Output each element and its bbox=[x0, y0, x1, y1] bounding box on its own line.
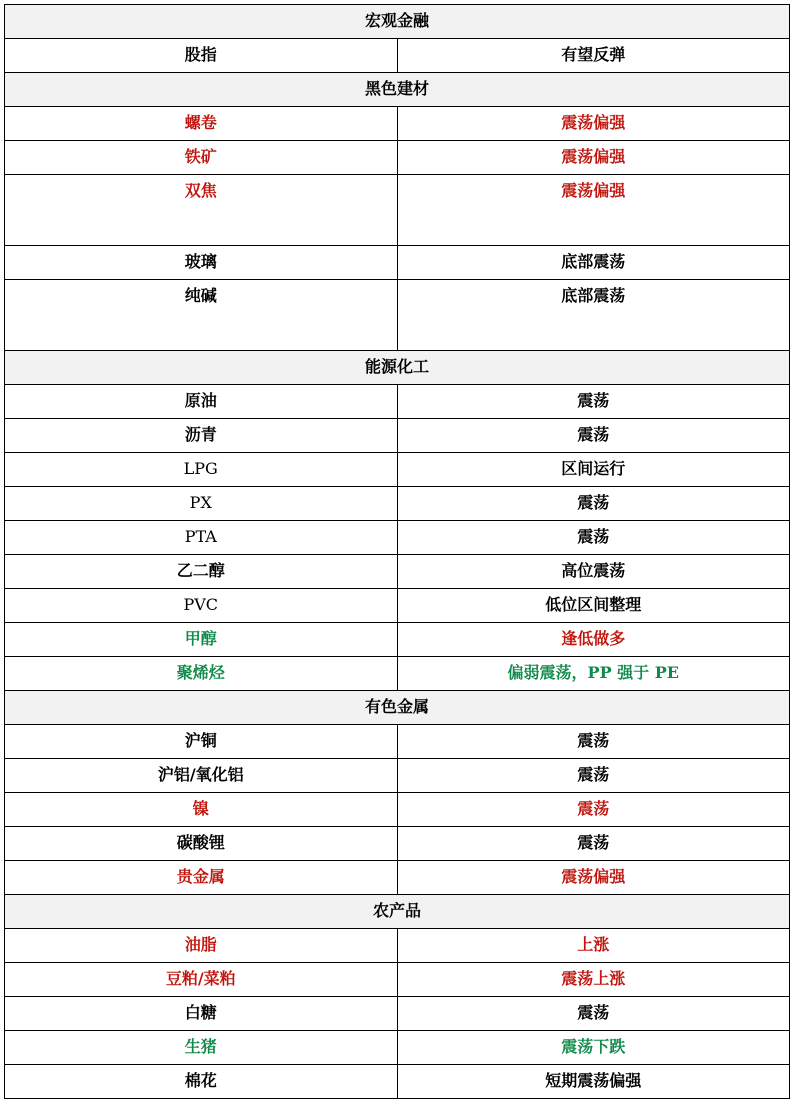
table-row bbox=[5, 929, 790, 963]
market-view: 震荡 bbox=[397, 419, 790, 453]
commodity-name: 股指 bbox=[5, 39, 398, 73]
table-row bbox=[5, 487, 790, 521]
market-view: 震荡 bbox=[397, 759, 790, 793]
commodity-name: 铁矿 bbox=[5, 141, 398, 175]
market-view: 上涨 bbox=[397, 929, 790, 963]
market-view: 偏弱震荡，PP 强于 PE bbox=[397, 657, 790, 691]
section-header-row bbox=[5, 895, 790, 929]
table-row bbox=[5, 589, 790, 623]
commodity-name: PX bbox=[5, 487, 398, 521]
table-row bbox=[5, 107, 790, 141]
table-row bbox=[5, 1031, 790, 1065]
table-row bbox=[5, 1065, 790, 1099]
section-title: 宏观金融 bbox=[5, 5, 790, 39]
market-view: 有望反弹 bbox=[397, 39, 790, 73]
market-view: 震荡 bbox=[397, 793, 790, 827]
table-row bbox=[5, 555, 790, 589]
market-view: 高位震荡 bbox=[397, 555, 790, 589]
table-row bbox=[5, 623, 790, 657]
table-row bbox=[5, 39, 790, 73]
commodity-name: 贵金属 bbox=[5, 861, 398, 895]
section-title: 有色金属 bbox=[5, 691, 790, 725]
table-row bbox=[5, 453, 790, 487]
commodity-name: 玻璃 bbox=[5, 246, 398, 280]
table-row bbox=[5, 963, 790, 997]
table-row bbox=[5, 141, 790, 175]
table-row bbox=[5, 997, 790, 1031]
market-view: 逢低做多 bbox=[397, 623, 790, 657]
commodity-name: PVC bbox=[5, 589, 398, 623]
market-view: 震荡偏强 bbox=[397, 141, 790, 175]
commodity-name: 双焦 bbox=[5, 175, 398, 246]
market-view: 底部震荡 bbox=[397, 246, 790, 280]
outlook-table bbox=[4, 4, 790, 1099]
market-view: 震荡偏强 bbox=[397, 107, 790, 141]
market-view: 震荡偏强 bbox=[397, 861, 790, 895]
table-row bbox=[5, 861, 790, 895]
section-title: 能源化工 bbox=[5, 351, 790, 385]
market-view: 震荡 bbox=[397, 725, 790, 759]
table-row bbox=[5, 175, 790, 246]
commodity-name: 油脂 bbox=[5, 929, 398, 963]
section-header-row bbox=[5, 351, 790, 385]
commodity-name: 乙二醇 bbox=[5, 555, 398, 589]
commodity-name: 沪铝/氧化铝 bbox=[5, 759, 398, 793]
market-view: 震荡 bbox=[397, 385, 790, 419]
market-view: 区间运行 bbox=[397, 453, 790, 487]
market-view: 震荡下跌 bbox=[397, 1031, 790, 1065]
market-view: 短期震荡偏强 bbox=[397, 1065, 790, 1099]
table-row bbox=[5, 521, 790, 555]
table-row bbox=[5, 657, 790, 691]
commodity-name: 白糖 bbox=[5, 997, 398, 1031]
commodity-name: 原油 bbox=[5, 385, 398, 419]
section-title: 农产品 bbox=[5, 895, 790, 929]
section-header-row bbox=[5, 5, 790, 39]
market-view: 震荡 bbox=[397, 521, 790, 555]
table-row bbox=[5, 419, 790, 453]
commodity-name: 螺卷 bbox=[5, 107, 398, 141]
commodity-name: 豆粕/菜粕 bbox=[5, 963, 398, 997]
section-header-row bbox=[5, 691, 790, 725]
commodity-name: 沥青 bbox=[5, 419, 398, 453]
table-row bbox=[5, 246, 790, 280]
market-view: 低位区间整理 bbox=[397, 589, 790, 623]
table-row bbox=[5, 793, 790, 827]
commodity-name: 棉花 bbox=[5, 1065, 398, 1099]
table-row bbox=[5, 725, 790, 759]
table-row bbox=[5, 827, 790, 861]
table-row bbox=[5, 385, 790, 419]
table-row bbox=[5, 280, 790, 351]
market-view: 震荡 bbox=[397, 487, 790, 521]
market-view: 震荡 bbox=[397, 997, 790, 1031]
section-header-row bbox=[5, 73, 790, 107]
market-view: 震荡偏强 bbox=[397, 175, 790, 246]
commodity-name: PTA bbox=[5, 521, 398, 555]
commodity-name: LPG bbox=[5, 453, 398, 487]
market-view: 震荡 bbox=[397, 827, 790, 861]
commodity-name: 聚烯烃 bbox=[5, 657, 398, 691]
commodity-name: 生猪 bbox=[5, 1031, 398, 1065]
market-view: 底部震荡 bbox=[397, 280, 790, 351]
commodity-name: 甲醇 bbox=[5, 623, 398, 657]
section-title: 黑色建材 bbox=[5, 73, 790, 107]
commodity-name: 镍 bbox=[5, 793, 398, 827]
outlook-table-body bbox=[5, 5, 790, 1099]
commodity-name: 纯碱 bbox=[5, 280, 398, 351]
commodity-name: 碳酸锂 bbox=[5, 827, 398, 861]
table-row bbox=[5, 759, 790, 793]
commodity-name: 沪铜 bbox=[5, 725, 398, 759]
market-view: 震荡上涨 bbox=[397, 963, 790, 997]
